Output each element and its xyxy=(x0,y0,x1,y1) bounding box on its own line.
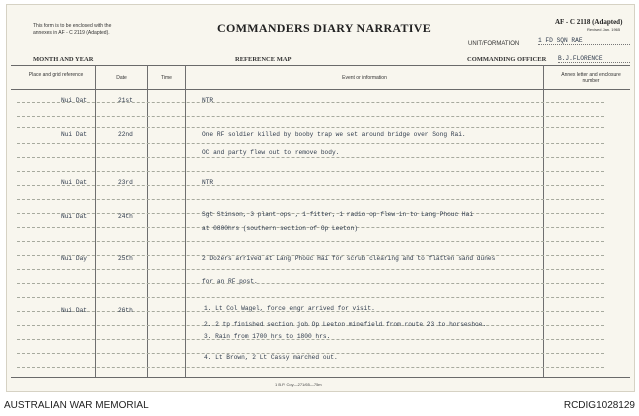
column-header-time: Time xyxy=(161,75,172,81)
header-row-divider xyxy=(11,89,630,90)
column-header-place: Place and grid reference xyxy=(28,72,84,78)
entry-text-line: 1. Lt Col Wagel, force engr arrived for visit. xyxy=(204,305,375,312)
entry-text-line: NTR xyxy=(202,97,214,104)
column-header-event: Event or information xyxy=(342,75,387,81)
entry-text-line: for an RF post. xyxy=(202,278,258,285)
archive-footer xyxy=(0,392,639,416)
entry-date: 23rd xyxy=(118,179,133,186)
column-divider xyxy=(95,65,96,377)
entry-place: Nui Dat xyxy=(61,131,87,138)
column-divider xyxy=(185,65,186,377)
column-header-date: Date xyxy=(116,75,127,81)
archive-name: AUSTRALIAN WAR MEMORIAL xyxy=(4,400,149,411)
entry-place: Nui Dat xyxy=(61,213,87,220)
unit-label: UNIT/FORMATION xyxy=(468,41,520,47)
entry-text-line: 4. Lt Brown, 2 Lt Cassy marched out. xyxy=(204,354,338,361)
entry-text-line: 3. Rain from 1700 hrs to 1800 hrs. xyxy=(204,333,331,340)
diary-form xyxy=(6,4,635,392)
entry-text-line: Sgt Stinson, 3 plant ops , 1 fitter, 1 radio op flew in to Lang Phouc Hai xyxy=(202,211,474,218)
entry-text-line: OC and party flew out to remove body. xyxy=(202,149,340,156)
entry-date: 25th xyxy=(118,255,133,262)
unit-value: 1 FD SQN RAE xyxy=(538,37,630,45)
reference-map-label: REFERENCE MAP xyxy=(235,56,292,63)
entry-place: Nui Dat xyxy=(61,179,87,186)
entry-text-line: 2 Dozers arrived at Lang Phouc Hai for scrub clearing and to flatten sand dunes xyxy=(202,255,496,262)
table-top-border xyxy=(11,65,630,66)
table-bottom-border xyxy=(11,377,630,378)
column-header-annex: Annex letter and enclosure number xyxy=(561,72,621,84)
enclosure-note-2: annexes in AF - C 2119 (Adapted). xyxy=(33,30,110,36)
commanding-officer-value: B.J.FLORENCE xyxy=(558,55,630,63)
entry-date: 26th xyxy=(118,307,133,314)
printer-note: 1 B.P. Coy—271/65—75m xyxy=(275,382,322,387)
entry-text-line: One RF soldier killed by booby trap we set around bridge over Song Rai. xyxy=(202,131,466,138)
column-divider xyxy=(147,65,148,377)
revised-date: Revised Jan. 1965 xyxy=(587,27,621,32)
entry-text-line: at 0800hrs (southern section of Op Leeton) xyxy=(202,225,358,232)
entry-text-line: NTR xyxy=(202,179,214,186)
entry-date: 22nd xyxy=(118,131,133,138)
entry-text-line: 2. 2 tp finished section job Op Leeton minefield from route 23 to horseshoe. xyxy=(204,321,487,328)
entry-date: 24th xyxy=(118,213,133,220)
document-id: RCDIG1028129 xyxy=(563,400,635,411)
entry-place: Nui Dat xyxy=(61,307,87,314)
entry-place: Nui Dat xyxy=(61,97,87,104)
commanding-officer-label: COMMANDING OFFICER xyxy=(467,56,547,63)
column-divider xyxy=(543,65,544,377)
form-code: AF - C 2118 (Adapted) xyxy=(555,18,623,26)
month-year-label: MONTH AND YEAR xyxy=(33,56,94,63)
page-title: COMMANDERS DIARY NARRATIVE xyxy=(217,21,432,35)
enclosure-note-1: This form is to be enclosed with the xyxy=(33,23,112,29)
entry-place: Nui Day xyxy=(61,255,87,262)
entry-date: 21st xyxy=(118,97,133,104)
